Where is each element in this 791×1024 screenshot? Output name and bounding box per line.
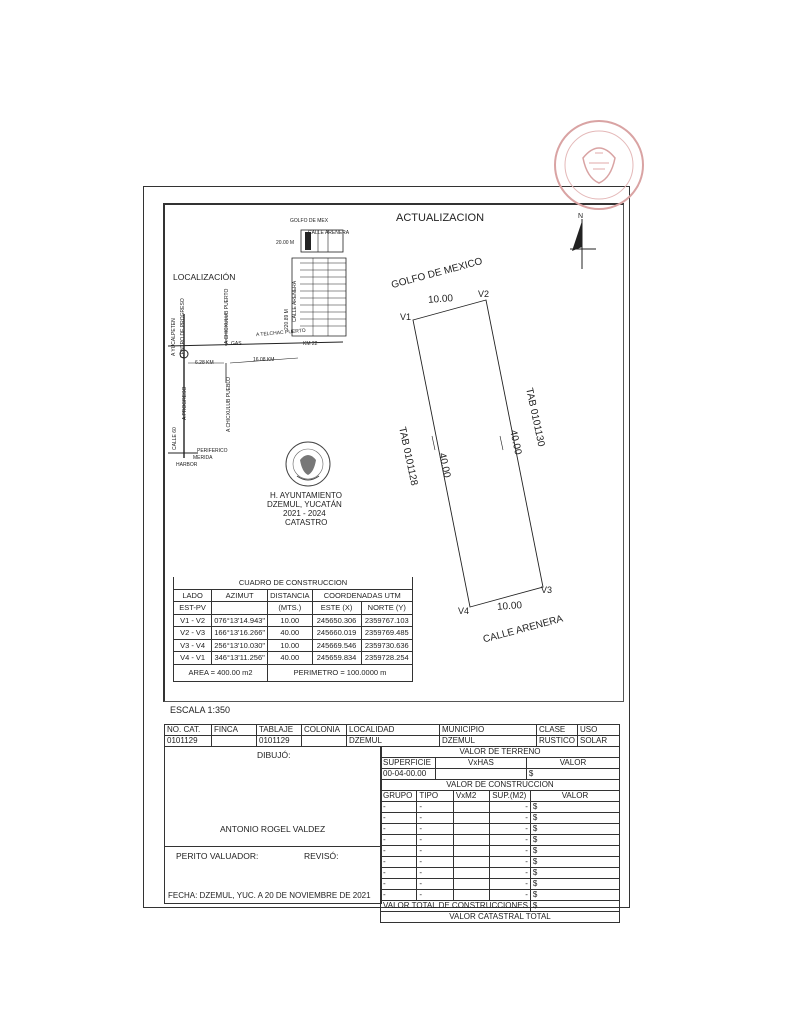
table-row: - - - $ [381,824,620,835]
bottom-distance: 10.00 [496,600,523,613]
table-row: - - - $ [381,879,620,890]
location-heading: LOCALIZACIÓN [173,272,236,282]
table-row: V3 - V4 256°13'10.030" 10.00 245669.546 2359730.636 [174,639,413,652]
scale-label: ESCALA 1:350 [170,705,231,715]
vertex-v2: V2 [478,289,490,299]
left-distance: 40.00 [436,452,453,479]
top-distance: 10.00 [427,293,454,306]
gulf-label: GOLFO DE MEXICO [390,256,484,291]
table-row: - - - $ [381,835,620,846]
page-title: ACTUALIZACION [396,212,485,224]
street-label: CALLE ARENERA [481,613,565,646]
table-row: - - - $ [381,857,620,868]
table-row: - - - $ [381,846,620,857]
north-arrow-icon [560,213,600,273]
right-distance: 40.00 [507,429,524,456]
table-row: V2 - V3 166°13'16.266" 40.00 245660.019 2359769.485 [174,627,413,640]
table-row: - - - $ [381,868,620,879]
left-neighbor-tab: TAB 0101128 [396,426,420,487]
drawn-by-label: DIBUJÓ: [257,750,291,760]
table-row: - - - $ [381,802,620,813]
table-row: - - - $ [381,890,620,901]
appraiser-label: PERITO VALUADOR: [176,851,259,861]
table-row: V1 - V2 076°13'14.943" 10.00 245650.306 2359767.103 [174,614,413,627]
north-label: N [578,213,584,220]
location-map [168,218,368,478]
right-neighbor-tab: TAB 0101130 [523,387,547,448]
table-row: - - - $ [381,813,620,824]
vertex-v1: V1 [400,312,412,322]
construction-value-table: VALOR DE CONSTRUCCION GRUPO TIPO VxM2 SUP.(M2) VALOR - - - $ - - - $ - - - $ - - - $ - - - $ - - - $ - - - $ - - - $ - - - $ VALOR TOTAL DE CONSTRUCCIONES $ VALOR CATASTRAL TOTAL [380,779,620,923]
property-info-table: NO. CAT. FINCA TABLAJE COLONIA LOCALIDAD MUNICIPIO CLASE USO 0101129 0101129 DZEMUL DZEMUL RUSTICO SOLAR [164,724,620,747]
vertex-v4: V4 [458,606,470,616]
reviewed-by-label: REVISÓ: [304,851,339,861]
table-row: V4 - V1 346°13'11.256" 40.00 245659.834 2359728.254 [174,652,413,665]
construction-table: CUADRO DE CONSTRUCCION LADO AZIMUT DISTANCIA COORDENADAS UTM EST-PV (MTS.) ESTE (X) NORTE (Y) V1 - V2 076°13'14.943" 10.00 245650.306 2359767.103 V2 - V3 166°13'16.266" 40.00 245660.019 2359769.485 V3 - V4 256°13'10.030" 10.00 245669.546 2359730.636 V4 - V1 346°13'11.256" 40.00 245659.834 2359728.254 AREA = 400.00 m2 PERIMETRO = 100.0000 m [173,577,413,682]
vertex-v3: V3 [541,585,553,595]
land-value-table: VALOR DE TERRENO SUPERFICIE VxHAS VALOR 00-04-00.00 $ [380,746,620,780]
official-stamp-icon [553,103,647,225]
municipal-seal-icon [283,438,333,490]
date-line: FECHA: DZEMUL, YUC. A 20 DE NOVIEMBRE DE 2021 [168,891,371,900]
drawn-by-name: ANTONIO ROGEL VALDEZ [220,824,326,834]
